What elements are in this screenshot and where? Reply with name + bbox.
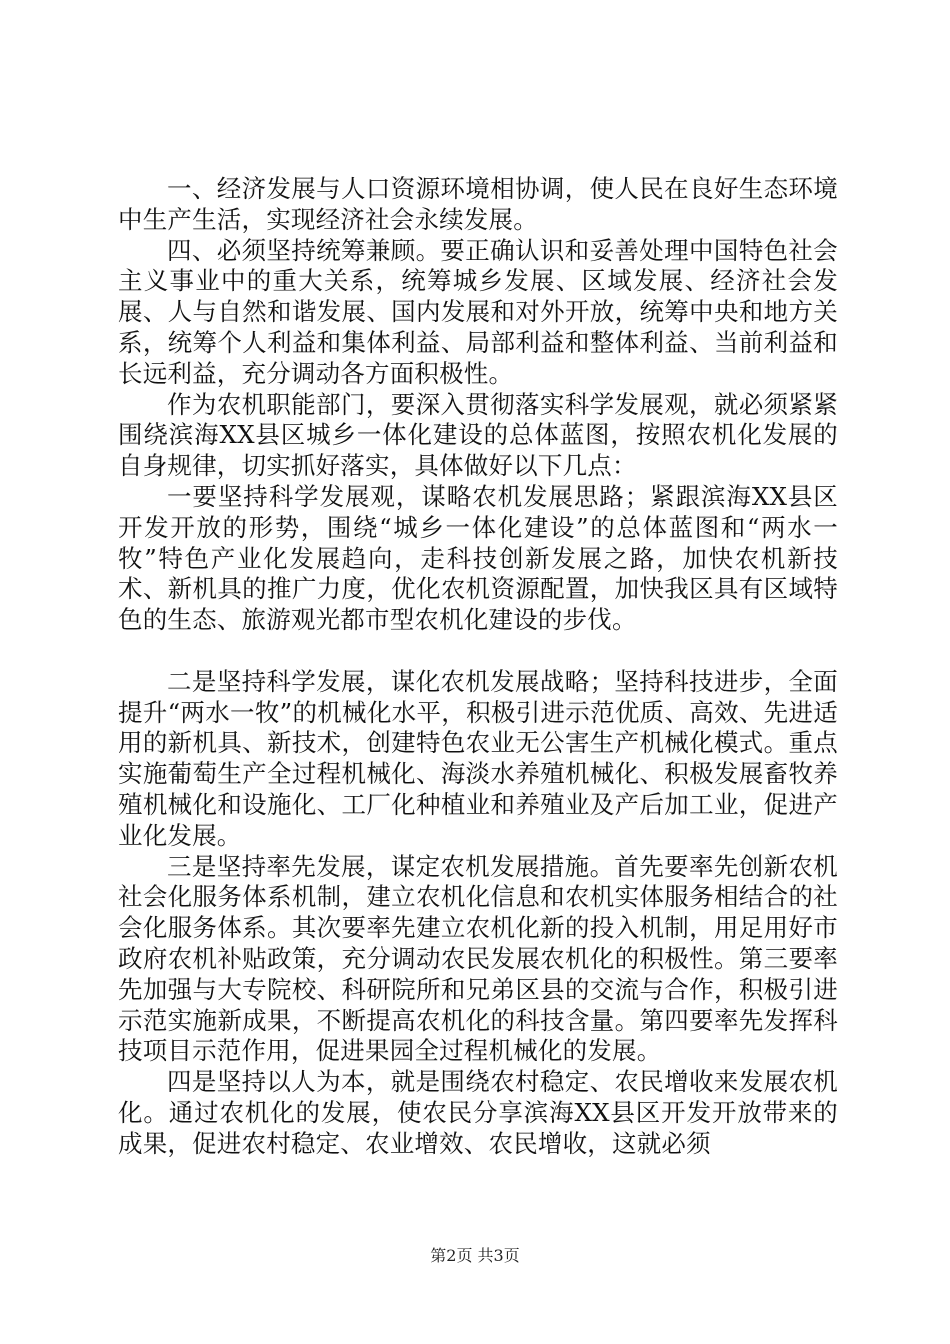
paragraph-spacer	[118, 636, 838, 667]
paragraph-1: 一、经济发展与人口资源环境相协调，使人民在良好生态环境中生产生活，实现经济社会永续发展。	[118, 174, 838, 234]
paragraph-4: 一要坚持科学发展观，谋略农机发展思路；紧跟滨海XX县区开发开放的形势，围绕“城乡一体化建设”的总体蓝图和“两水一牧”特色产业化发展趋向，走科技创新发展之路，加快农机新技术、新机具的推广力度，优化农机资源配置，加快我区具有区域特色的生态、旅游观光都市型农机化建设的步伐。	[118, 481, 838, 635]
document-body	[118, 174, 838, 1160]
paragraph-3: 作为农机职能部门，要深入贯彻落实科学发展观，就必须紧紧围绕滨海XX县区城乡一体化建设的总体蓝图，按照农机化发展的自身规律，切实抓好落实，具体做好以下几点：	[118, 389, 838, 481]
page-number-footer: 第2页 共3页	[430, 1246, 520, 1265]
paragraph-7: 四是坚持以人为本，就是围绕农村稳定、农民增收来发展农机化。通过农机化的发展，使农民分享滨海XX县区开发开放带来的成果，促进农村稳定、农业增效、农民增收，这就必须	[118, 1067, 838, 1158]
paragraph-5: 二是坚持科学发展，谋化农机发展战略；坚持科技进步，全面提升“两水一牧”的机械化水平，积极引进示范优质、高效、先进适用的新机具、新技术，创建特色农业无公害生产机械化模式。重点实施葡萄生产全过程机械化、海淡水养殖机械化、积极发展畜牧养殖机械化和设施化、工厂化种植业和养殖业及产后加工业，促进产业化发展。	[118, 666, 838, 850]
paragraph-6: 三是坚持率先发展，谋定农机发展措施。首先要率先创新农机社会化服务体系机制，建立农机化信息和农机实体服务相结合的社会化服务体系。其次要率先建立农机化新的投入机制，用足用好市政府农机补贴政策，充分调动农民发展农机化的积极性。第三要率先加强与大专院校、科研院所和兄弟区县的交流与合作，积极引进示范实施新成果，不断提高农机化的科技含量。第四要率先发挥科技项目示范作用，促进果园全过程机械化的发展。	[118, 851, 838, 1066]
paragraph-2: 四、必须坚持统筹兼顾。要正确认识和妥善处理中国特色社会主义事业中的重大关系，统筹城乡发展、区域发展、经济社会发展、人与自然和谐发展、国内发展和对外开放，统筹中央和地方关系，统筹个人利益和集体利益、局部利益和整体利益、当前利益和长远利益，充分调动各方面积极性。	[118, 235, 838, 388]
